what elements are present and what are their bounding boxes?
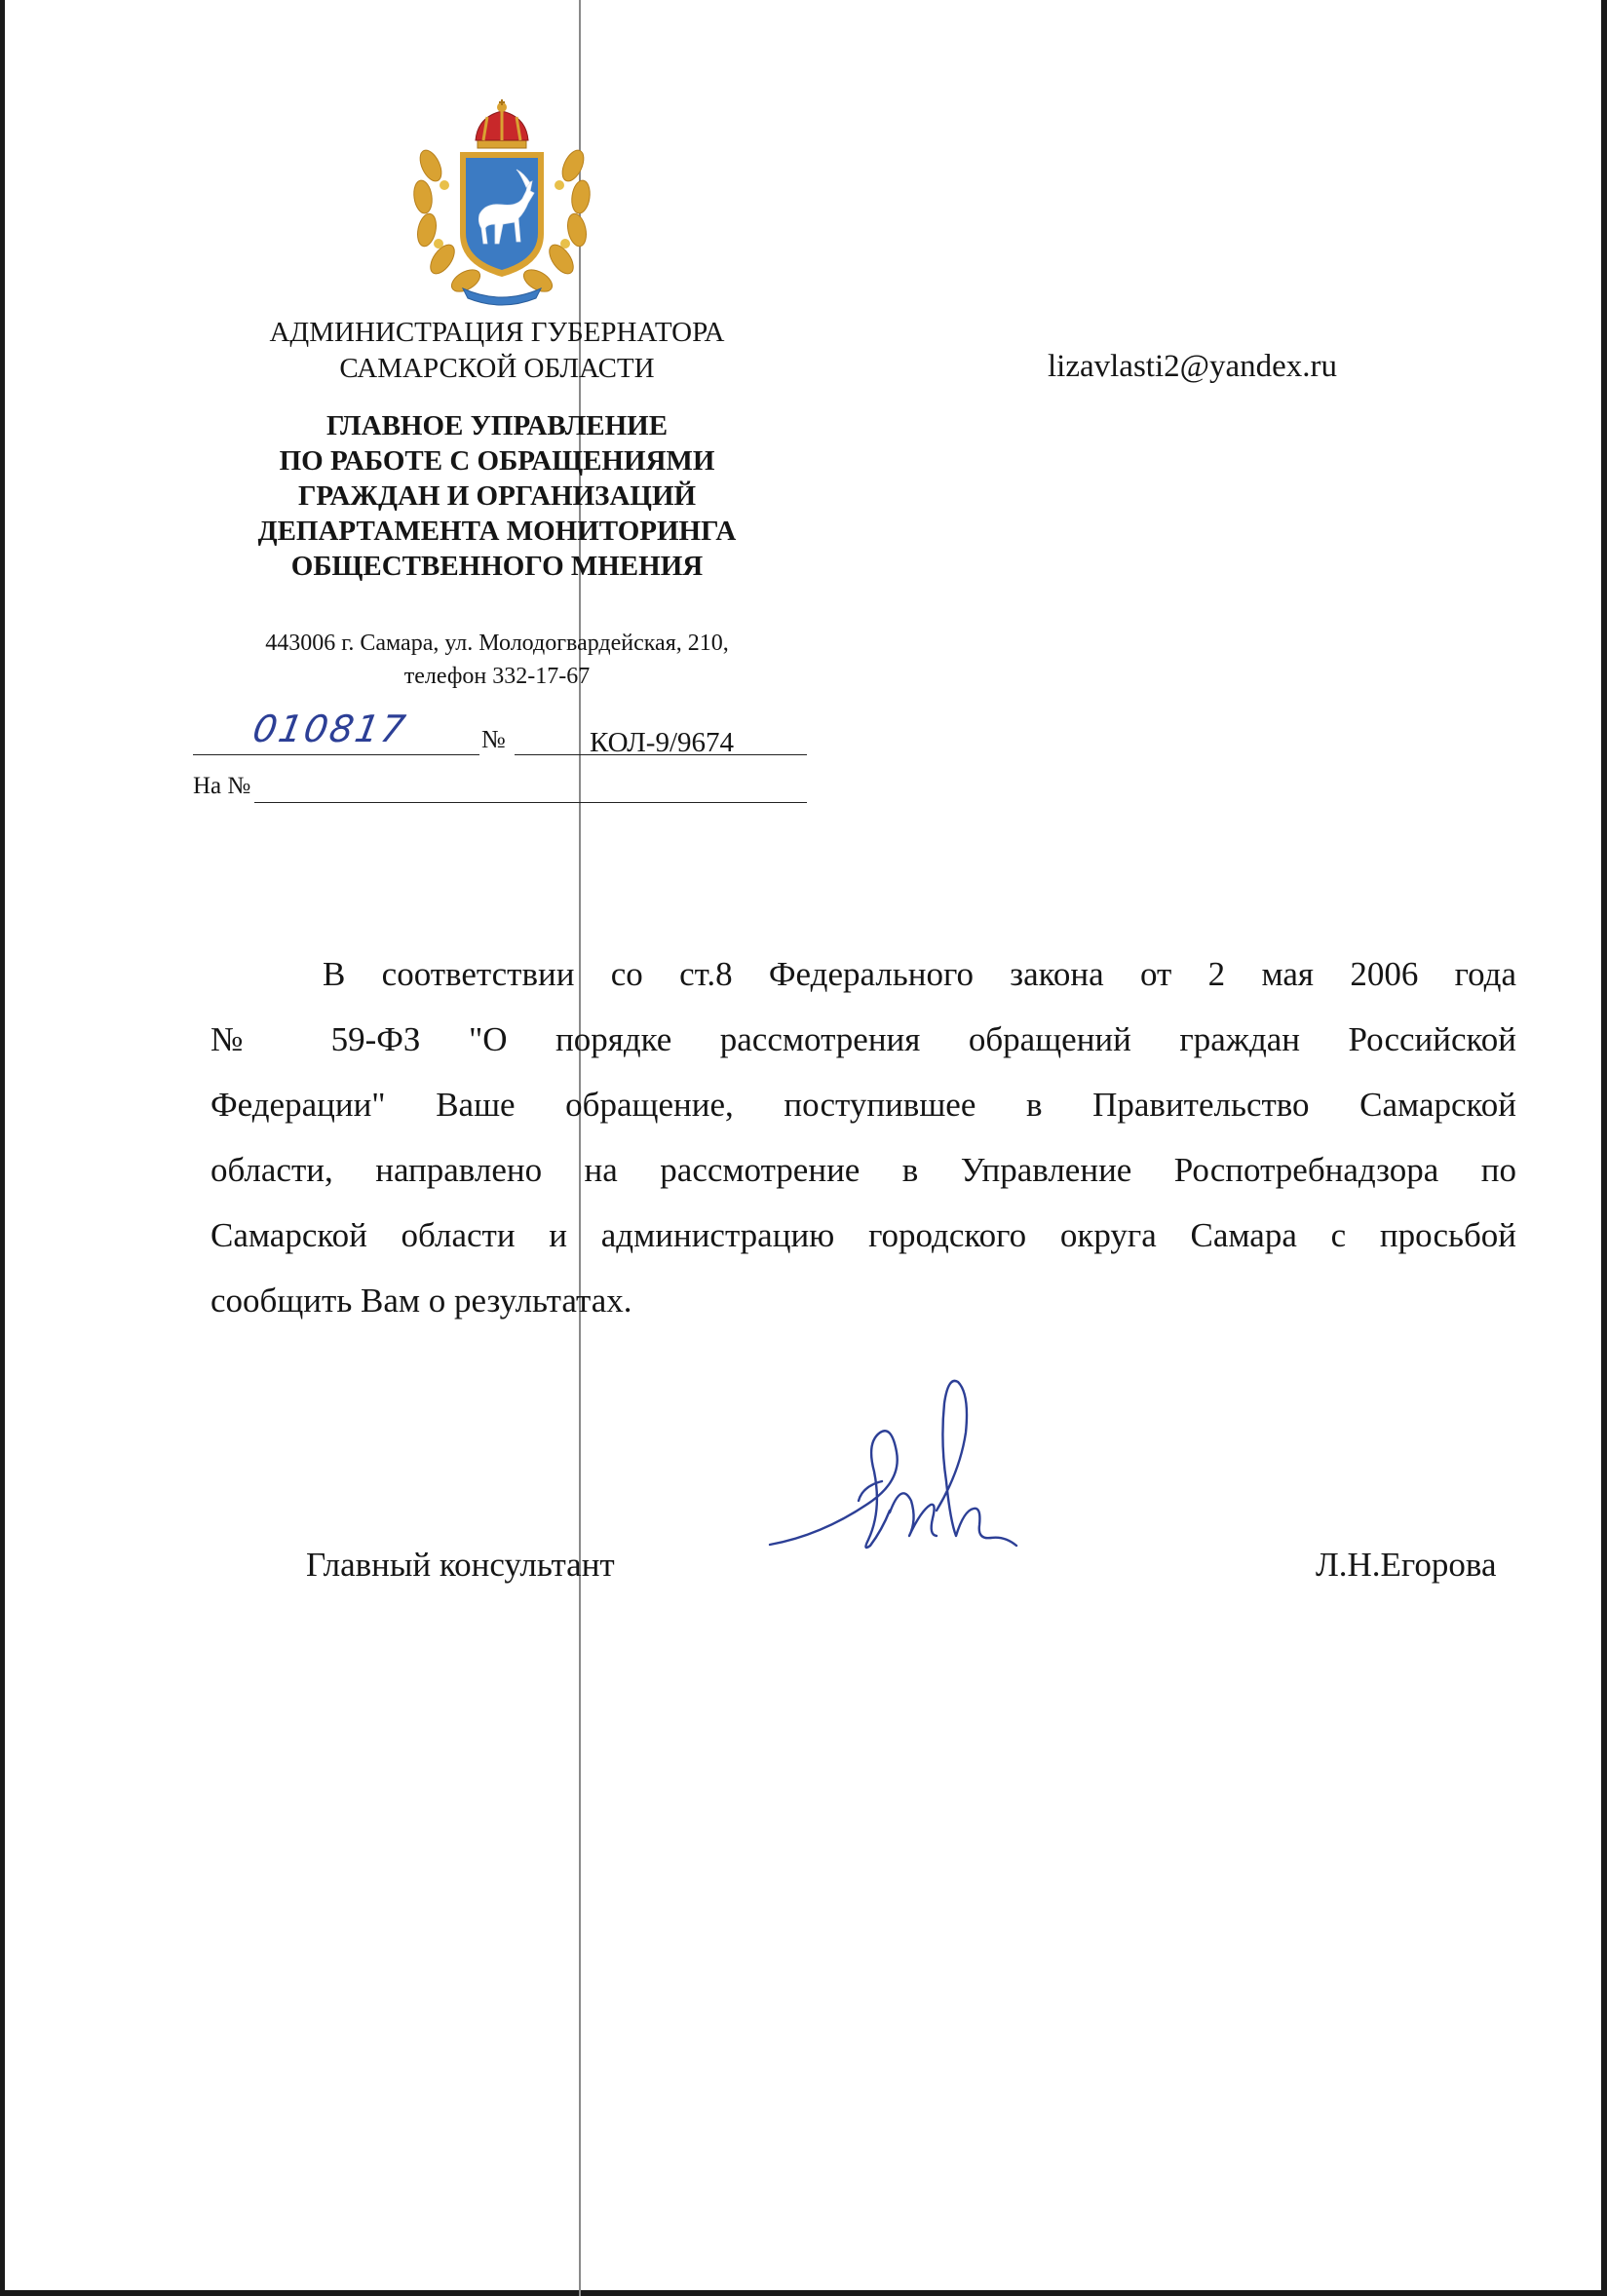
dept-line: ОБЩЕСТВЕННОГО МНЕНИЯ — [290, 551, 704, 582]
admin-line: АДМИНИСТРАЦИЯ ГУБЕРНАТОРА — [269, 317, 725, 348]
scan-edge-left — [0, 0, 5, 2296]
date-underline — [193, 754, 479, 755]
reply-to-label: На № — [193, 773, 251, 799]
registration-line — [193, 708, 807, 758]
admin-line: САМАРСКОЙ ОБЛАСТИ — [339, 353, 655, 384]
body-line: Самарской области и администрацию городского округа Самара с просьбой — [210, 1216, 1516, 1254]
number-sign: № — [481, 725, 506, 753]
signatory-name: Л.Н.Егорова — [1316, 1546, 1497, 1584]
department-name — [185, 408, 809, 584]
phone-line: телефон 332-17-67 — [403, 664, 591, 689]
scan-edge-right — [1601, 0, 1607, 2296]
address-block — [185, 627, 809, 693]
body-line: области, направлено на рассмотрение в Управление Роспотребнадзора по — [210, 1151, 1516, 1189]
reply-to-line — [193, 773, 807, 808]
administration-name — [185, 315, 809, 387]
dept-line: ГРАЖДАН И ОРГАНИЗАЦИЙ — [297, 480, 697, 512]
reply-to-underline — [254, 802, 807, 803]
handwritten-date: 010817 — [249, 708, 410, 750]
body-line: № 59-ФЗ "О порядке рассмотрения обращений граждан Российской — [210, 1020, 1516, 1058]
dept-line: ПО РАБОТЕ С ОБРАЩЕНИЯМИ — [279, 445, 715, 477]
dept-line: ДЕПАРТАМЕНТА МОНИТОРИНГА — [257, 516, 737, 547]
address-line: 443006 г. Самара, ул. Молодогвардейская, 210, — [265, 631, 729, 656]
coat-of-arms-emblem — [409, 97, 594, 307]
body-line: Федерации" Ваше обращение, поступившее в Правительство Самарской — [210, 1086, 1516, 1124]
dept-line: ГЛАВНОЕ УПРАВЛЕНИЕ — [325, 410, 669, 441]
body-line: сообщить Вам о результатах. — [210, 1282, 632, 1320]
scan-edge-bottom — [0, 2290, 1607, 2296]
registration-number: КОЛ-9/9674 — [590, 727, 735, 758]
body-line: В соответствии со ст.8 Федерального закона от 2 мая 2006 года — [323, 955, 1516, 993]
handwritten-signature — [765, 1364, 1038, 1588]
signatory-title: Главный консультант — [306, 1546, 615, 1584]
recipient-email: lizavlasti2@yandex.ru — [1048, 349, 1338, 384]
